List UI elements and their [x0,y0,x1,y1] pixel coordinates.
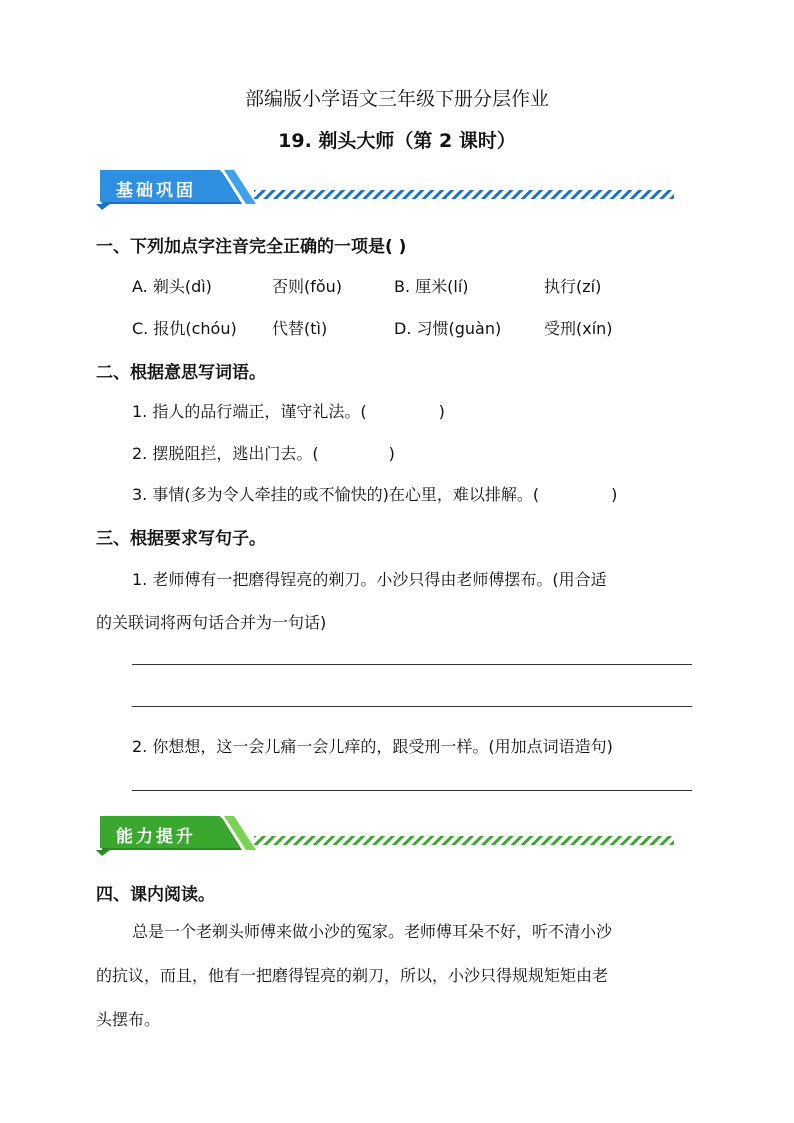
document-title: 部编版小学语文三年级下册分层作业 [244,88,549,110]
question-2-item-2-text: 2. 摆脱阻拦，逃出门去。( [132,444,319,463]
question-4-heading: 四、课内阅读。 [96,885,215,905]
section-banner-basic [96,168,676,212]
section-label-basic: 基础巩固 [116,181,196,201]
question-1-heading: 一、下列加点字注音完全正确的一项是( ) [96,237,407,257]
passage-line: 总是一个老剃头师傅来做小沙的冤家。老师傅耳朵不好，听不清小沙 [132,922,613,941]
option-b-2: 执行(zí) [544,277,602,296]
question-2-item-3 [132,482,617,505]
close-paren: ) [438,402,445,421]
lesson-title: 19. 剃头大师（第 2 课时） [278,130,516,152]
section-banner-advanced [96,814,676,858]
option-b-1: B. 厘米(lí) [394,277,469,296]
question-3-heading: 三、根据要求写句子。 [96,529,266,549]
question-3-item-2: 2. 你想想，这一会儿痛一会儿痒的，跟受刑一样。(用加点词语造句) [132,737,613,756]
close-paren: ) [611,485,618,504]
question-1-options-row-2 [132,316,613,339]
question-3-item-1-line-2: 的关联词将两句话合并为一句话) [96,613,327,632]
answer-line[interactable] [132,706,692,707]
question-2-item-1-text: 1. 指人的品行端正，谨守礼法。( [132,402,367,421]
option-d-2: 受刑(xín) [544,319,613,338]
option-a-1: A. 剃头(dì) [132,277,212,296]
passage-line: 的抗议，而且，他有一把磨得锃亮的剃刀，所以，小沙只得规规矩矩由老 [96,966,609,985]
passage-line: 头摆布。 [96,1010,161,1029]
answer-line[interactable] [132,790,692,791]
question-2-heading: 二、根据意思写词语。 [96,363,266,383]
question-1-options-row-1 [132,274,601,297]
question-2-item-3-text: 3. 事情(多为令人牵挂的或不愉快的)在心里，难以排解。( [132,485,540,504]
option-a-2: 否则(fǒu) [272,277,343,296]
option-c-2: 代替(tì) [272,319,328,338]
option-d-1: D. 习惯(guàn) [394,319,502,338]
section-label-advanced: 能力提升 [116,827,196,847]
close-paren: ) [388,444,395,463]
question-2-item-1 [132,399,445,422]
reading-passage [96,910,706,1042]
question-2-item-2 [132,441,395,464]
question-3-item-1-line-1: 1. 老师傅有一把磨得锃亮的剃刀。小沙只得由老师傅摆布。(用合适 [132,570,607,589]
option-c-1: C. 报仇(chóu) [132,319,237,338]
answer-line[interactable] [132,664,692,665]
